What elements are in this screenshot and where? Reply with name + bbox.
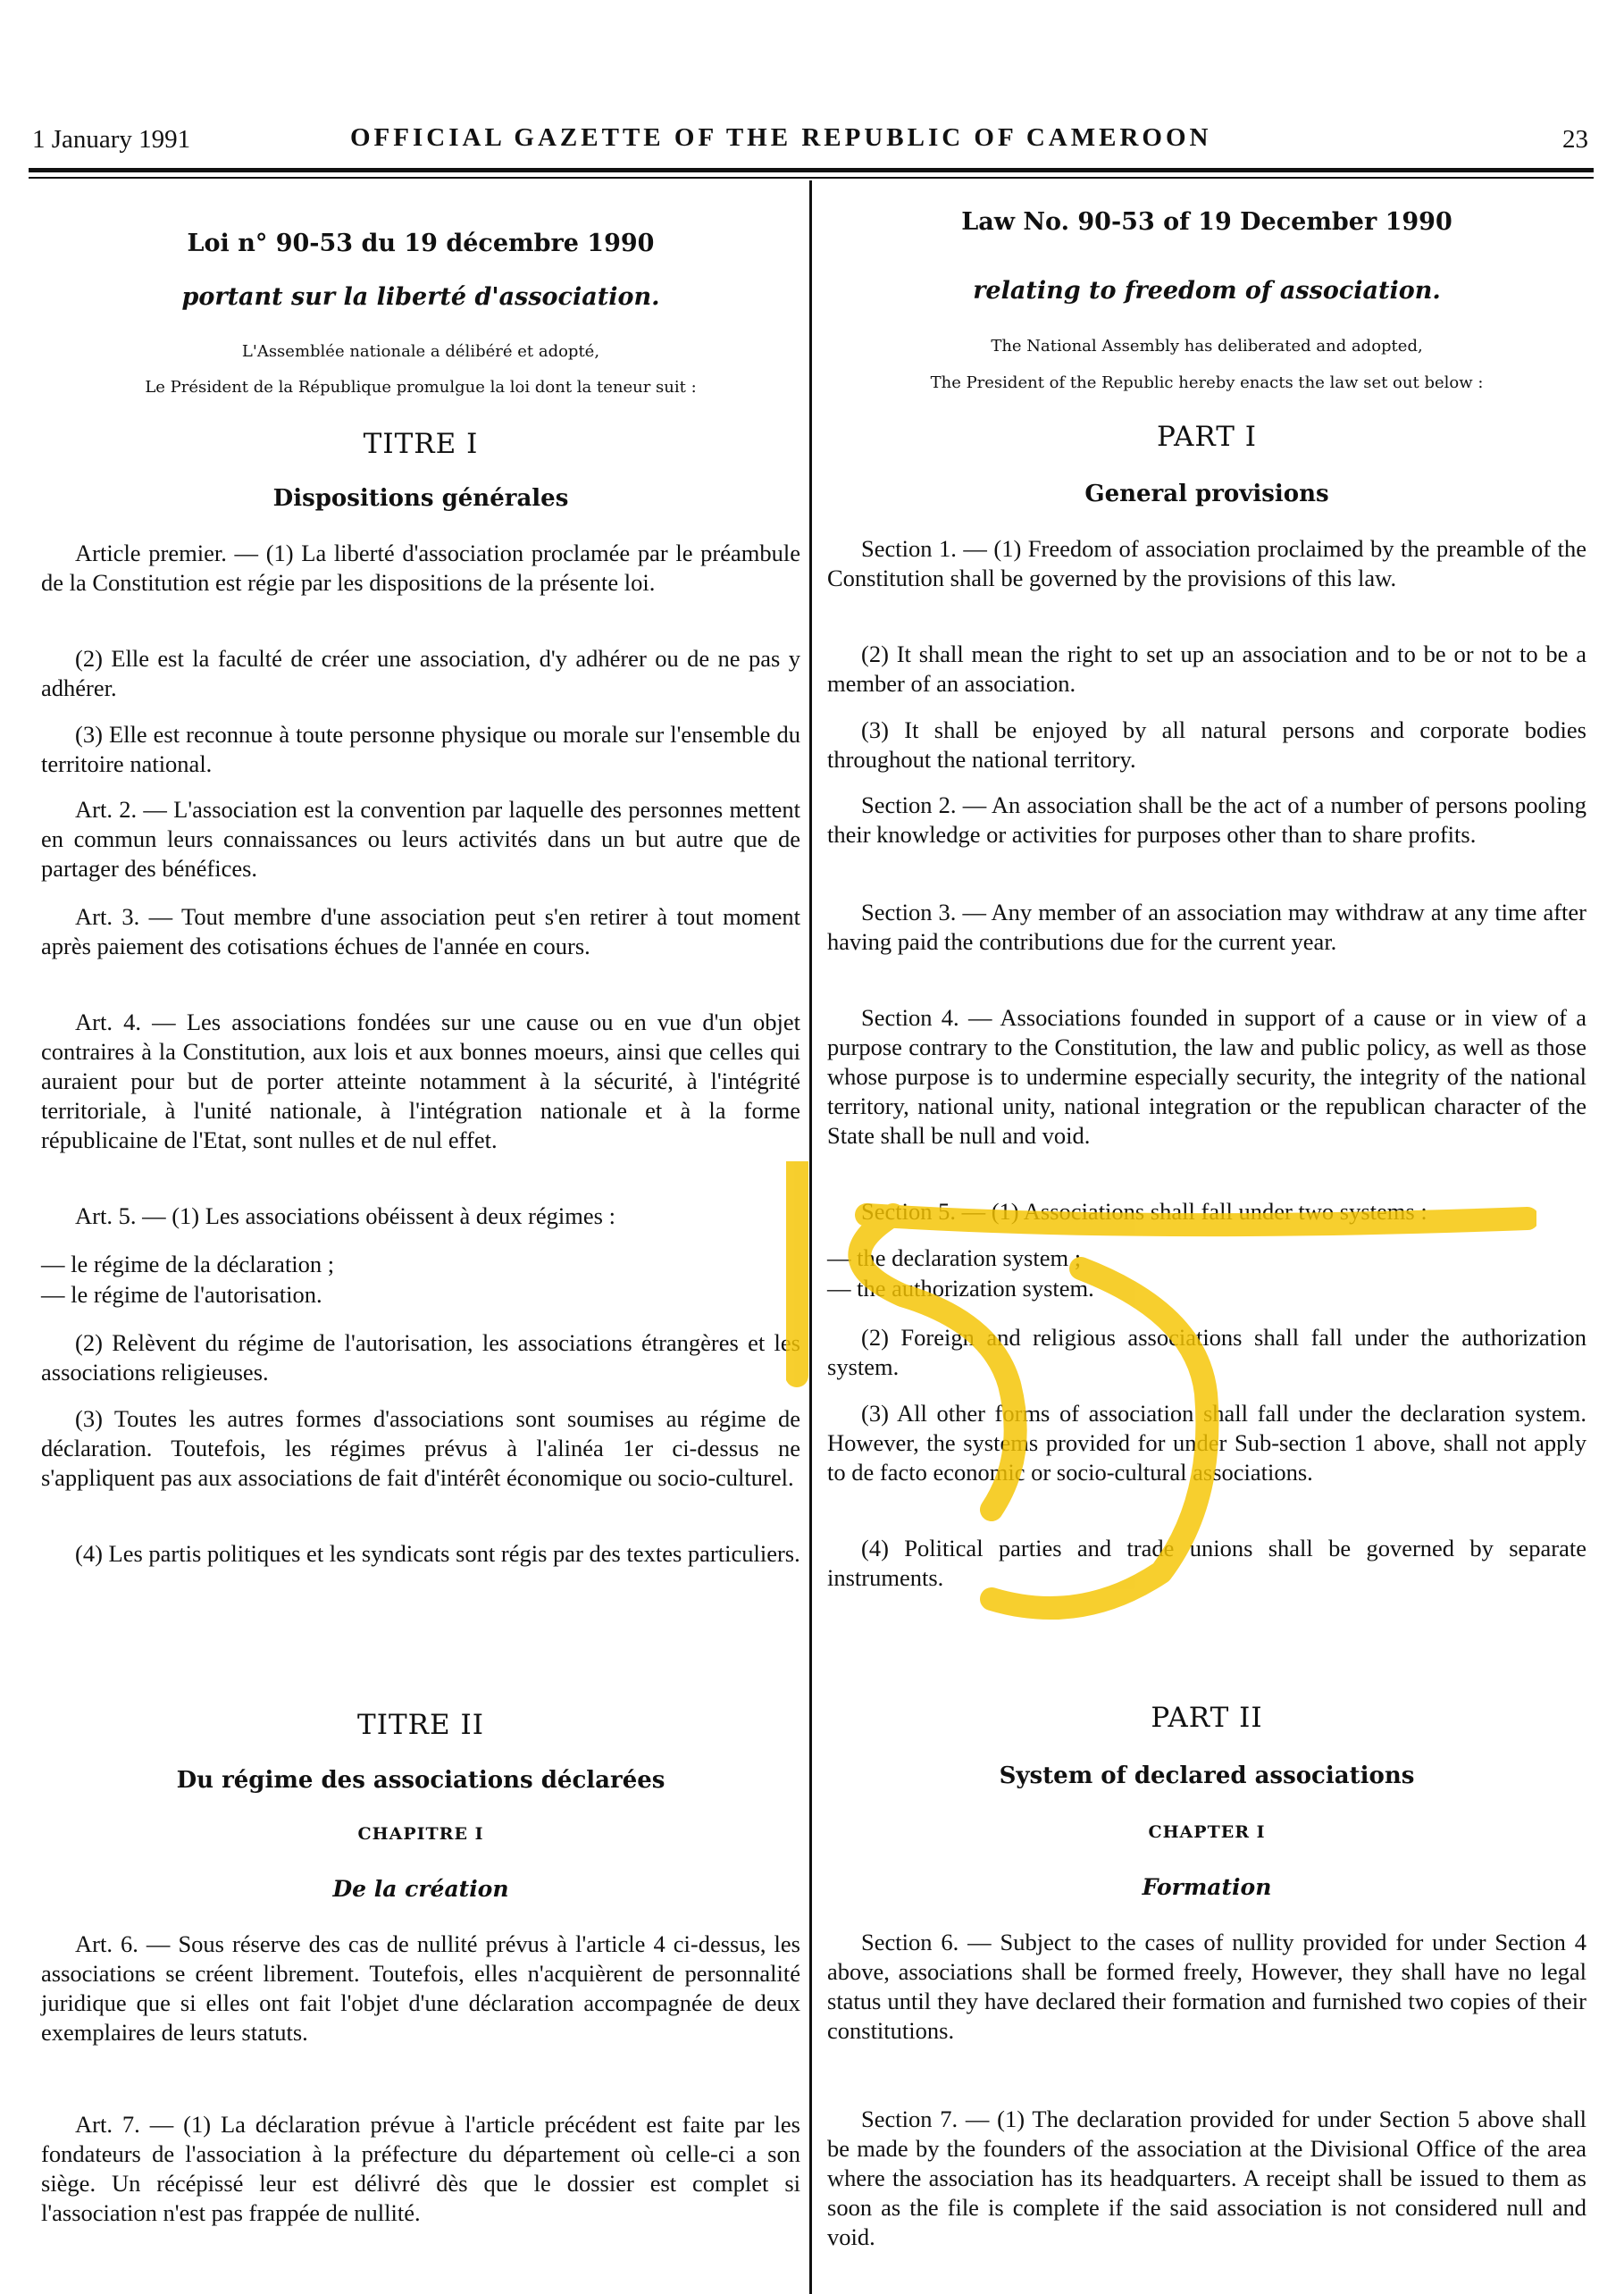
chapter-1-heading: Formation	[1142, 1874, 1272, 1900]
article-7: Art. 7. — (1) La déclaration prévue à l'article précédent est faite par les fondateurs de l'association à la préfecture du département où celle-ci a son siège. Un récépissé leur est délivré dès que le dossier est complet si l'association n'est pas frappée de nullité.	[41, 2111, 800, 2226]
titre-1-heading: Dispositions générales	[272, 485, 569, 512]
article-4: Art. 4. — Les associations fondées sur une cause ou en vue d'un objet contraires à la Constitution, aux lois et aux bonnes moeurs, ainsi que celles qui auraient pour but de porter atteinte notamment à la sécurité, à l'intégrité territoriale, à l'unité nationale, à l'intégration nationale et à la forme républicaine de l'Etat, sont nulles et de nul effet.	[41, 1009, 800, 1153]
section-6: Section 6. — Subject to the cases of nullity provided for under Section 4 above, associations shall be formed freely, However, they shall have no legal status until they have declared their formation and furnished two copies of their constitutions.	[827, 1929, 1586, 2044]
section-3: Section 3. — Any member of an association may withdraw at any time after having paid the contributions due for the current year.	[827, 899, 1586, 955]
section-4: Section 4. — Associations founded in support of a cause or in view of a purpose contrary to the Constitution, the law and public policy, as well as those whose purpose is to undermine especially security, the integrity of the national territory, national unity, national integration or the republican character of the State shall be null and void.	[827, 1004, 1586, 1149]
article-5-item-b: — le régime de l'autorisation.	[41, 1281, 322, 1308]
president-line-en: The President of the Republic hereby enacts the law set out below :	[930, 373, 1484, 392]
header-date: 1 January 1991	[32, 125, 191, 154]
section-1: Section 1. — (1) Freedom of association proclaimed by the preamble of the Constitution shall be governed by the provisions of this law.	[827, 535, 1586, 591]
titre-2-heading: Du régime des associations déclarées	[176, 1767, 666, 1794]
part-1: PART I	[1157, 421, 1257, 453]
gazette-header	[29, 125, 1594, 164]
part-2-heading: System of declared associations	[999, 1762, 1415, 1789]
section-1-para-3: (3) It shall be enjoyed by all natural persons and corporate bodies throughout the national territory.	[827, 716, 1586, 773]
titre-2: TITRE II	[357, 1709, 484, 1741]
article-5-para-3: (3) Toutes les autres formes d'associations sont soumises au régime de déclaration. Toutefois, les régimes prévus à l'alinéa 1er ci-dessus ne s'appliquent pas aux associations de fait d'intérêt économique ou socio-culturel.	[41, 1405, 800, 1491]
chapter-1: CHAPTER I	[1148, 1822, 1266, 1842]
section-5-para-3: (3) All other forms of association shall fall under the declaration system. However, the systems provided for under Sub-section 1 above, shall not apply to de facto economic or socio-cultural associations.	[827, 1400, 1586, 1486]
article-2: Art. 2. — L'association est la convention par laquelle des personnes mettent en commun leurs connaissances ou leurs activités dans un but autre que de partager des bénéfices.	[41, 796, 800, 882]
section-5-item-b: — the authorization system.	[827, 1275, 1094, 1302]
law-title-en: Law No. 90-53 of 19 December 1990	[961, 208, 1452, 236]
part-2: PART II	[1151, 1702, 1263, 1734]
assembly-line-en: The National Assembly has deliberated and adopted,	[991, 337, 1423, 356]
article-5-para-2: (2) Relèvent du régime de l'autorisation, les associations étrangères et les associations religieuses.	[41, 1329, 800, 1386]
section-5-item-a: — the declaration system ;	[827, 1244, 1082, 1271]
section-5-para-2: (2) Foreign and religious associations shall fall under the authorization system.	[827, 1324, 1586, 1380]
part-1-heading: General provisions	[1084, 481, 1329, 507]
section-5-para-4: (4) Political parties and trade unions shall be governed by separate instruments.	[827, 1535, 1586, 1591]
article-5-item-a: — le régime de la déclaration ;	[41, 1251, 335, 1277]
titre-1: TITRE I	[363, 428, 479, 460]
article-6: Art. 6. — Sous réserve des cas de nullité prévus à l'article 4 ci-dessus, les associations se créent librement. Toutefois, elles n'acquièrent de personnalité juridique que si elles ont fait l'objet d'une déclaration accompagnée de deux exemplaires de leurs statuts.	[41, 1930, 800, 2046]
article-1-para-3: (3) Elle est reconnue à toute personne physique ou morale sur l'ensemble du territoire national.	[41, 721, 800, 777]
header-page-number: 23	[1562, 125, 1588, 154]
section-2: Section 2. — An association shall be the act of a number of persons pooling their knowledge or activities for purposes other than to share profits.	[827, 791, 1586, 848]
assembly-line-fr: L'Assemblée nationale a délibéré et adopté,	[241, 342, 600, 361]
header-rule-thin	[29, 177, 1594, 179]
law-title-fr: Loi n° 90-53 du 19 décembre 1990	[187, 230, 655, 257]
chapitre-1-heading: De la création	[332, 1876, 509, 1902]
law-subtitle-fr: portant sur la liberté d'association.	[181, 283, 660, 311]
article-3: Art. 3. — Tout membre d'une association peut s'en retirer à tout moment après paiement des cotisations échues de l'année en cours.	[41, 903, 800, 959]
article-5: Art. 5. — (1) Les associations obéissent à deux régimes :	[75, 1202, 615, 1229]
president-line-fr: Le Président de la République promulgue la loi dont la teneur suit :	[145, 378, 697, 397]
header-title: OFFICIAL GAZETTE OF THE REPUBLIC OF CAMEROON	[350, 123, 1212, 152]
column-divider	[809, 180, 812, 2294]
section-7: Section 7. — (1) The declaration provided for under Section 5 above shall be made by the founders of the association at the Divisional Office of the area where the association has its headquarters. A receipt shall be issued to them as soon as the file is complete if the said association is not considered null and void.	[827, 2106, 1586, 2250]
law-subtitle-en: relating to freedom of association.	[973, 277, 1441, 305]
section-1-para-2: (2) It shall mean the right to set up an association and to be or not to be a member of an association.	[827, 640, 1586, 697]
section-5: Section 5. — (1) Associations shall fall under two systems :	[861, 1198, 1427, 1225]
article-1-para-2: (2) Elle est la faculté de créer une association, d'y adhérer ou de ne pas y adhérer.	[41, 645, 800, 701]
article-1: Article premier. — (1) La liberté d'association proclamée par le préambule de la Constitution est régie par les dispositions de la présente loi.	[41, 540, 800, 596]
article-5-para-4: (4) Les partis politiques et les syndicats sont régis par des textes particuliers.	[75, 1540, 800, 1567]
header-rule-thick	[29, 168, 1594, 172]
chapitre-1: CHAPITRE I	[357, 1824, 484, 1844]
